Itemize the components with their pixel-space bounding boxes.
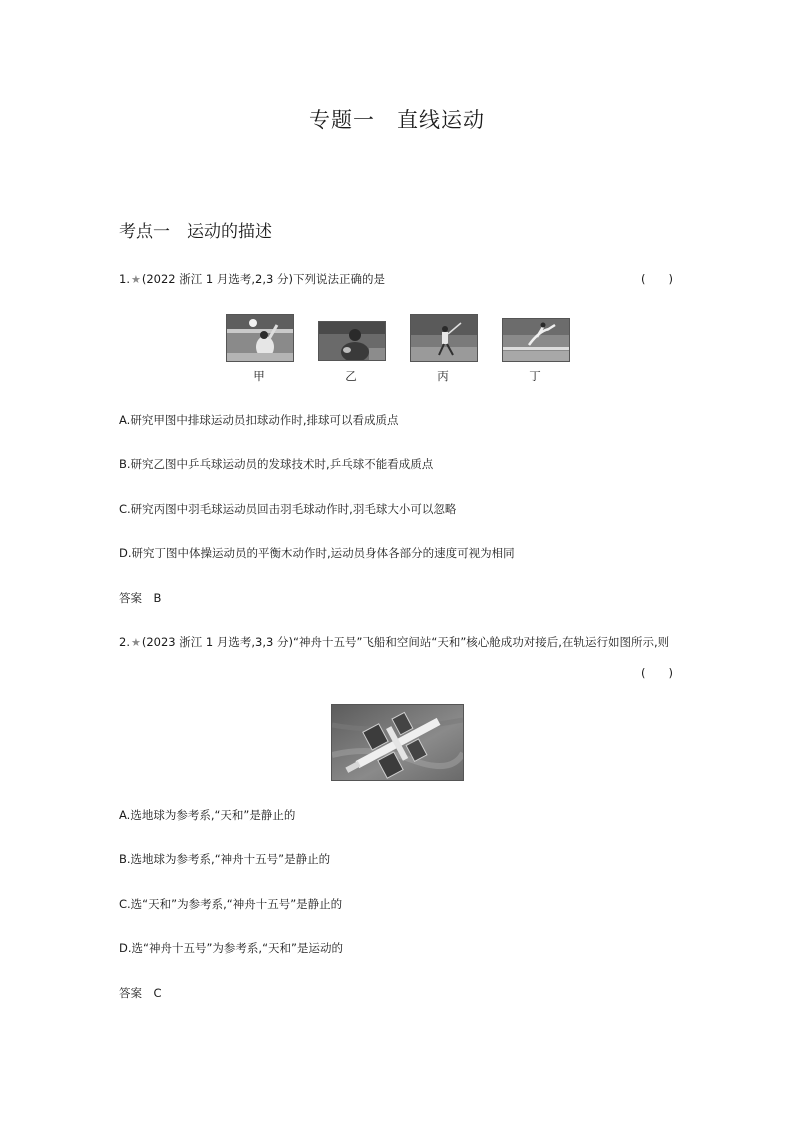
section-heading: 考点一 运动的描述 bbox=[119, 222, 272, 242]
question-text: (2023 浙江 1 月选考,3,3 分)“神舟十五号”飞船和空间站“天和”核心舱成功对接后,在轨运行如图所示,则 bbox=[141, 635, 670, 649]
page-title: 专题一 直线运动 bbox=[309, 108, 485, 132]
question-text: (2022 浙江 1 月选考,2,3 分)下列说法正确的是 bbox=[141, 272, 385, 286]
caption-yi: 乙 bbox=[345, 369, 357, 383]
star-icon: ★ bbox=[130, 273, 141, 286]
question-number: 2. bbox=[119, 635, 130, 649]
option-d: D.选“神舟十五号”为参考系,“天和”是运动的 bbox=[119, 941, 343, 955]
option-d: D.研究丁图中体操运动员的平衡木动作时,运动员身体各部分的速度可视为相同 bbox=[119, 546, 515, 560]
answer-line: 答案 B bbox=[119, 591, 162, 605]
answer-paren: ( ) bbox=[641, 272, 673, 286]
option-c: C.研究丙图中羽毛球运动员回击羽毛球动作时,羽毛球大小可以忽略 bbox=[119, 502, 457, 516]
caption-jia: 甲 bbox=[253, 369, 265, 383]
photo-badminton bbox=[410, 314, 478, 362]
option-a: A.选地球为参考系,“天和”是静止的 bbox=[119, 808, 296, 822]
question-number: 1. bbox=[119, 272, 130, 286]
caption-bing: 丙 bbox=[437, 369, 449, 383]
option-a: A.研究甲图中排球运动员扣球动作时,排球可以看成质点 bbox=[119, 413, 399, 427]
photo-space-station bbox=[331, 704, 464, 781]
option-c: C.选“天和”为参考系,“神舟十五号”是静止的 bbox=[119, 897, 343, 911]
answer-line: 答案 C bbox=[119, 986, 162, 1000]
photo-table-tennis bbox=[318, 321, 386, 361]
caption-ding: 丁 bbox=[529, 369, 541, 383]
answer-paren: ( ) bbox=[641, 666, 673, 680]
photo-volleyball bbox=[226, 314, 294, 362]
question-1-stem bbox=[119, 271, 385, 287]
star-icon: ★ bbox=[130, 636, 141, 649]
photo-balance-beam bbox=[502, 318, 570, 362]
option-b: B.研究乙图中乒乓球运动员的发球技术时,乒乓球不能看成质点 bbox=[119, 457, 434, 471]
option-b: B.选地球为参考系,“神舟十五号”是静止的 bbox=[119, 852, 331, 866]
question-2-stem bbox=[119, 634, 669, 650]
